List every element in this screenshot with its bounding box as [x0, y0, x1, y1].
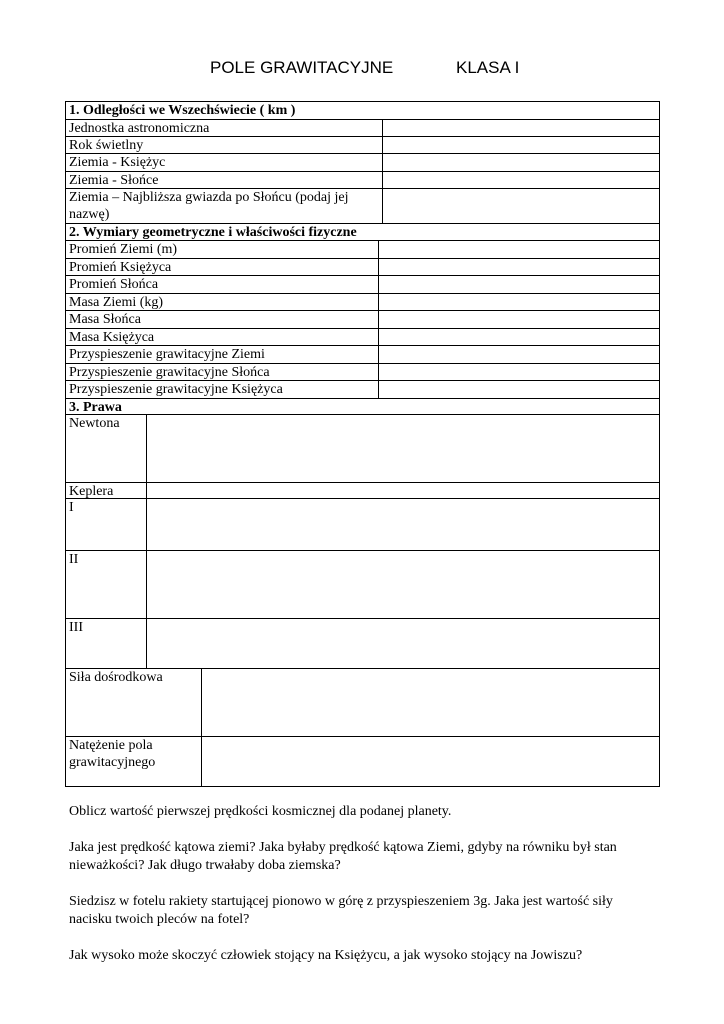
table-row [66, 259, 659, 276]
law-label-kepler-2: II [69, 552, 79, 567]
answer-cell[interactable] [382, 137, 659, 153]
section2-heading: 2. Wymiary geometryczne i właściwości fizyczne [69, 225, 357, 240]
row-label: Ziemia - Słońce [69, 173, 159, 188]
question-item: Jak wysoko może skoczyć człowiek stojący na Księżycu, a jak wysoko stojący na Jowiszu? [69, 948, 583, 963]
law-row-centripetal [66, 669, 659, 737]
answer-cell[interactable] [146, 415, 659, 482]
section2-heading-row [66, 224, 659, 241]
table-row [66, 120, 659, 137]
row-label: Promień Ziemi (m) [69, 242, 178, 257]
answer-cell[interactable] [378, 241, 659, 258]
table-row [66, 294, 659, 311]
row-label: Promień Księżyca [69, 260, 172, 275]
answer-cell[interactable] [382, 189, 659, 223]
table-row [66, 276, 659, 294]
answer-cell[interactable] [378, 381, 659, 398]
answer-cell[interactable] [378, 364, 659, 380]
answer-cell[interactable] [201, 669, 659, 736]
question-item: Oblicz wartość pierwszej prędkości kosmicznej dla podanej planety. [69, 804, 452, 819]
row-label: Masa Słońca [69, 312, 141, 327]
answer-cell[interactable] [382, 172, 659, 188]
row-label: Jednostka astronomiczna [69, 121, 210, 136]
question-item: Siedzisz w fotelu rakiety startującej pionowo w górę z przyspieszeniem 3g. Jaka jest wartość siły nacisku twoich pleców na fotel? [69, 894, 613, 927]
row-label: Przyspieszenie grawitacyjne Słońca [69, 365, 270, 380]
answer-cell[interactable] [378, 311, 659, 328]
law-label-field-strength: Natężenie pola grawitacyjnego [69, 738, 156, 770]
answer-cell[interactable] [378, 329, 659, 345]
law-label-kepler-1: I [69, 500, 74, 515]
worksheet-table [65, 101, 660, 787]
section1-heading-row [66, 102, 659, 120]
table-row [66, 241, 659, 259]
table-row [66, 346, 659, 364]
row-label: Masa Ziemi (kg) [69, 295, 164, 310]
law-row-kepler-2 [66, 551, 659, 619]
law-label-kepler-3: III [69, 620, 83, 635]
law-row-field-strength [66, 737, 659, 786]
table-row [66, 329, 659, 346]
answer-cell[interactable] [146, 551, 659, 618]
law-label-centripetal: Siła dośrodkowa [69, 670, 163, 685]
row-label: Przyspieszenie grawitacyjne Ziemi [69, 347, 265, 362]
row-label: Ziemia - Księżyc [69, 155, 166, 170]
table-row [66, 364, 659, 381]
section3-heading-row [66, 399, 659, 415]
answer-cell[interactable] [378, 259, 659, 275]
answer-cell[interactable] [378, 346, 659, 363]
answer-cell[interactable] [201, 737, 659, 786]
section1-heading: 1. Odległości we Wszechświecie ( km ) [69, 103, 296, 118]
questions-list [69, 803, 649, 983]
row-label: Promień Słońca [69, 277, 159, 292]
table-row [66, 189, 659, 224]
answer-cell[interactable] [378, 294, 659, 310]
answer-cell-kepler-1[interactable] [146, 483, 659, 551]
row-label: Rok świetlny [69, 138, 144, 153]
answer-cell[interactable] [382, 120, 659, 136]
page-header [0, 58, 724, 82]
table-row [66, 137, 659, 154]
table-row [66, 311, 659, 329]
answer-cell[interactable] [382, 154, 659, 171]
question-item: Jaka jest prędkość kątowa ziemi? Jaka byłaby prędkość kątowa Ziemi, gdyby na równiku był stan nieważkości? Jak długo trwałaby doba ziemska? [69, 840, 617, 873]
section3-heading: 3. Prawa [69, 400, 122, 414]
answer-cell[interactable] [378, 276, 659, 293]
answer-cell[interactable] [146, 619, 659, 668]
table-row [66, 154, 659, 172]
law-label-newton: Newtona [69, 416, 120, 431]
page-title: POLE GRAWITACYJNE [210, 58, 394, 77]
row-label: Ziemia – Najbliższa gwiazda po Słońcu (podaj jej nazwę) [69, 190, 349, 222]
table-row [66, 381, 659, 399]
row-label: Masa Księżyca [69, 330, 155, 345]
law-label-kepler: Keplera [69, 484, 114, 498]
law-row-newton [66, 415, 659, 483]
table-row [66, 172, 659, 189]
row-label: Przyspieszenie grawitacyjne Księżyca [69, 382, 283, 397]
class-label: KLASA I [456, 58, 520, 77]
law-row-kepler-3 [66, 619, 659, 669]
